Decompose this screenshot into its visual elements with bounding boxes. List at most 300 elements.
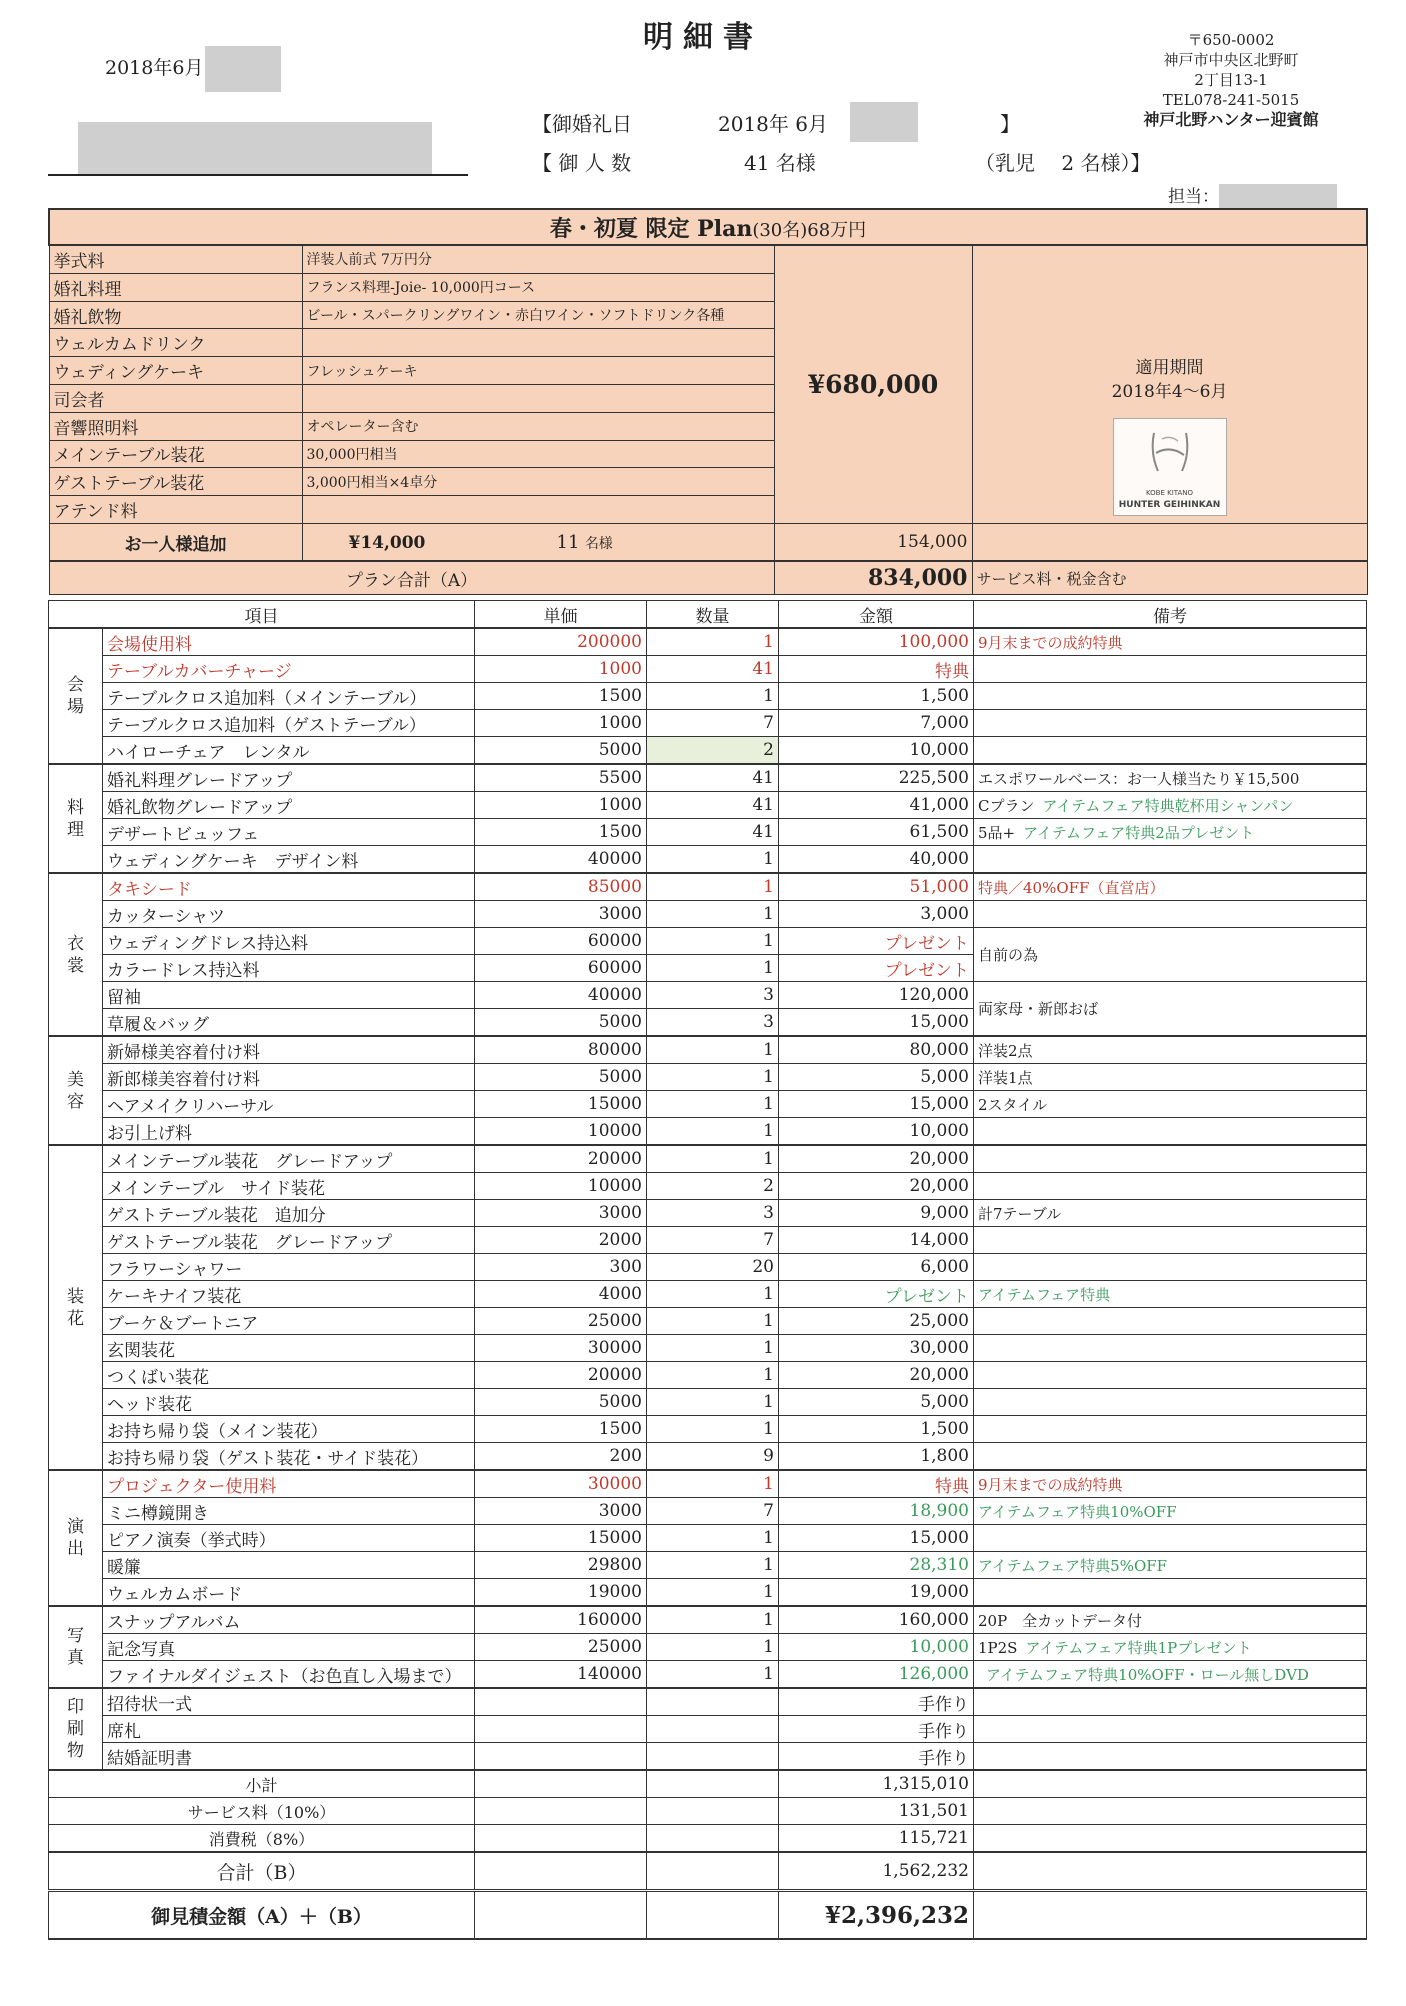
detail-row [49, 1335, 1367, 1362]
consumption-tax-value: 115,721 [779, 1825, 974, 1853]
extra-guest-amount: 154,000 [774, 524, 972, 562]
plan-price: ¥680,000 [774, 245, 972, 524]
quantity: 1 [647, 628, 779, 656]
detail-row [49, 1416, 1367, 1443]
wedding-date-close: 】 [1000, 112, 1020, 136]
unit-price: 160000 [475, 1606, 647, 1634]
amount: 25,000 [779, 1308, 974, 1335]
quantity: 1 [647, 901, 779, 928]
plan-table [48, 208, 1368, 595]
detail-row [49, 1200, 1367, 1227]
quantity: 1 [647, 683, 779, 710]
staff-in-charge: 担当： [1168, 182, 1340, 209]
amount: 30,000 [779, 1335, 974, 1362]
category-name: 演出 [67, 1517, 84, 1559]
venue-name: 神戸北野ハンター迎賓館 [1143, 110, 1319, 129]
detail-row [49, 656, 1367, 683]
extra-guest-count: 11 [556, 531, 580, 553]
amount: 126,000 [779, 1661, 974, 1689]
amount: プレゼント [779, 955, 974, 982]
unit-price: 1000 [475, 792, 647, 819]
note-text: アイテムフェア特典10%OFF [978, 1502, 1177, 1521]
quantity: 1 [647, 1362, 779, 1389]
item-name: 招待状一式 [103, 1688, 475, 1716]
plan-item-value: 洋装人前式 7万円分 [302, 245, 774, 273]
blank-cell [475, 1798, 647, 1825]
service-charge-row [49, 1798, 1367, 1825]
item-name: カッターシャツ [103, 901, 475, 928]
plan-item-label: ゲストテーブル装花 [49, 468, 302, 496]
total-b-label: 合計（B） [49, 1852, 475, 1891]
row-note [974, 873, 1367, 901]
detail-row [49, 1716, 1367, 1743]
unit-price: 15000 [475, 1091, 647, 1118]
note-text: 5品+ [978, 823, 1016, 842]
quantity: 1 [647, 1145, 779, 1173]
quantity: 41 [647, 764, 779, 792]
unit-price: 60000 [475, 955, 647, 982]
quantity: 1 [647, 1335, 779, 1362]
period-label: 適用期間 [1135, 358, 1204, 378]
row-note [974, 1254, 1367, 1281]
unit-price: 300 [475, 1254, 647, 1281]
item-name: つくばい装花 [103, 1362, 475, 1389]
quantity: 20 [647, 1254, 779, 1281]
row-note [974, 1036, 1367, 1064]
amount: 20,000 [779, 1145, 974, 1173]
item-name: ウェディングドレス持込料 [103, 928, 475, 955]
quantity: 1 [647, 1308, 779, 1335]
blank-cell [974, 1825, 1367, 1853]
detail-row [49, 1579, 1367, 1607]
unit-price: 40000 [475, 846, 647, 874]
unit-price: 3000 [475, 1498, 647, 1525]
item-name: 暖簾 [103, 1552, 475, 1579]
note-text: エスポワールベース：お一人様当たり￥15,500 [978, 769, 1300, 788]
plan-item-label: ウェルカムドリンク [49, 329, 302, 357]
plan-item-value: フランス料理-Joie- 10,000円コース [302, 273, 774, 301]
address-line-2: 2丁目13-1 [1194, 71, 1268, 89]
row-note [974, 1362, 1367, 1389]
item-name: メインテーブル装花 グレードアップ [103, 1145, 475, 1173]
blank-cell [647, 1798, 779, 1825]
note-text: 計7テーブル [978, 1204, 1062, 1223]
quantity: 1 [647, 1661, 779, 1689]
amount: 20,000 [779, 1362, 974, 1389]
row-note [974, 1173, 1367, 1200]
detail-row [49, 901, 1367, 928]
note-text: アイテムフェア特典 [978, 1285, 1111, 1304]
item-name: 新郎様美容着付け料 [103, 1064, 475, 1091]
detail-row [49, 1634, 1367, 1661]
row-note [974, 1579, 1367, 1607]
note-text: 特典／40%OFF（直営店） [978, 878, 1165, 897]
detail-row [49, 1091, 1367, 1118]
detail-row [49, 683, 1367, 710]
total-b-row [49, 1852, 1367, 1891]
amount: 10,000 [779, 1634, 974, 1661]
note-text: 20P 全カットデータ付 [978, 1611, 1143, 1630]
row-note [974, 1470, 1367, 1498]
detail-row [49, 737, 1367, 765]
detail-row [49, 1552, 1367, 1579]
quantity: 1 [647, 1552, 779, 1579]
row-note [974, 1661, 1367, 1689]
plan-item-label: 音響照明料 [49, 412, 302, 440]
item-name: 記念写真 [103, 1634, 475, 1661]
quantity: 2 [647, 737, 779, 765]
category-label [49, 1606, 103, 1688]
quantity: 1 [647, 846, 779, 874]
row-note [974, 1443, 1367, 1471]
item-name: タキシード [103, 873, 475, 901]
detail-row [49, 1145, 1367, 1173]
detail-table [48, 600, 1367, 1940]
row-note [974, 1145, 1367, 1173]
blank-cell [475, 1770, 647, 1798]
item-name: お引上げ料 [103, 1118, 475, 1146]
blank-cell [647, 1852, 779, 1891]
amount: 6,000 [779, 1254, 974, 1281]
row-note [974, 1552, 1367, 1579]
item-name: 婚礼飲物グレードアップ [103, 792, 475, 819]
amount: 特典 [779, 1470, 974, 1498]
plan-item-label: 挙式料 [49, 245, 302, 273]
row-note [974, 764, 1367, 792]
quantity: 1 [647, 1579, 779, 1607]
detail-row [49, 819, 1367, 846]
header-unit-price: 単価 [475, 601, 647, 629]
plan-total-label: プラン合計（A） [49, 561, 774, 595]
detail-row [49, 764, 1367, 792]
grand-total-row [49, 1891, 1367, 1940]
amount: 手作り [779, 1716, 974, 1743]
detail-row [49, 792, 1367, 819]
plan-item-value: ビール・スパークリングワイン・赤白ワイン・ソフトドリンク各種 [302, 301, 774, 329]
amount: 1,800 [779, 1443, 974, 1471]
unit-price: 3000 [475, 1200, 647, 1227]
category-name: 写真 [67, 1626, 84, 1668]
detail-row [49, 1498, 1367, 1525]
redacted-day [205, 46, 281, 92]
category-label [49, 1145, 103, 1470]
note-text: アイテムフェア特典5%OFF [978, 1556, 1168, 1575]
subtotal-value: 1,315,010 [779, 1770, 974, 1798]
item-name: ケーキナイフ装花 [103, 1281, 475, 1308]
blank-cell [974, 1852, 1367, 1891]
quantity: 1 [647, 955, 779, 982]
quantity: 1 [647, 1606, 779, 1634]
amount: 3,000 [779, 901, 974, 928]
amount: 15,000 [779, 1009, 974, 1037]
amount: 10,000 [779, 1118, 974, 1146]
detail-row [49, 1525, 1367, 1552]
item-name: ヘアメイクリハーサル [103, 1091, 475, 1118]
item-name: ブーケ＆ブートニア [103, 1308, 475, 1335]
note-benefit-text: アイテムフェア特典10%OFF・ロール無しDVD [986, 1665, 1309, 1684]
unit-price: 2000 [475, 1227, 647, 1254]
header-notes: 備考 [974, 601, 1367, 629]
item-name: ゲストテーブル装花 グレードアップ [103, 1227, 475, 1254]
issue-date: 2018年6月 [105, 46, 281, 92]
detail-row [49, 1443, 1367, 1471]
header-amount: 金額 [779, 601, 974, 629]
detail-row [49, 1281, 1367, 1308]
extra-guest-count-unit: 名様 [584, 535, 613, 552]
item-name: 婚礼料理グレードアップ [103, 764, 475, 792]
plan-item-label: 婚礼料理 [49, 273, 302, 301]
amount: 15,000 [779, 1525, 974, 1552]
row-note [974, 737, 1367, 765]
detail-row [49, 982, 1367, 1009]
row-note [974, 1498, 1367, 1525]
plan-item-label: メインテーブル装花 [49, 440, 302, 468]
item-name: フラワーシャワー [103, 1254, 475, 1281]
unit-price: 80000 [475, 1036, 647, 1064]
category-name: 印刷物 [67, 1697, 84, 1761]
note-text: 1P2S [978, 1638, 1018, 1657]
recipient-name-line [48, 132, 468, 176]
unit-price: 1500 [475, 683, 647, 710]
extra-guest-blank [972, 524, 1367, 562]
grand-total-value: ¥2,396,232 [779, 1891, 974, 1940]
wedding-date-label: 【御婚礼日 [532, 112, 632, 136]
amount: 41,000 [779, 792, 974, 819]
amount: 120,000 [779, 982, 974, 1009]
unit-price: 3000 [475, 901, 647, 928]
note-text: 9月末までの成約特典 [978, 633, 1123, 652]
item-name: ウェディングケーキ デザイン料 [103, 846, 475, 874]
note-benefit-text: アイテムフェア特典2品プレゼント [1023, 823, 1255, 842]
period-value: 2018年4～6月 [1111, 382, 1228, 402]
detail-row [49, 1036, 1367, 1064]
quantity: 7 [647, 1227, 779, 1254]
item-name: 草履＆バッグ [103, 1009, 475, 1037]
detail-row [49, 1362, 1367, 1389]
category-name: 料理 [67, 797, 84, 840]
item-name: ウェルカムボード [103, 1579, 475, 1607]
blank-cell [974, 1798, 1367, 1825]
detail-row [49, 1470, 1367, 1498]
detail-row [49, 928, 1367, 955]
category-name: 美容 [67, 1069, 84, 1112]
category-label [49, 628, 103, 764]
detail-row [49, 1606, 1367, 1634]
plan-item-value [302, 329, 774, 357]
row-note [974, 683, 1367, 710]
plan-item-value: 30,000円相当 [302, 440, 774, 468]
item-name: テーブルクロス追加料（メインテーブル） [103, 683, 475, 710]
item-name: 席札 [103, 1716, 475, 1743]
amount: 51,000 [779, 873, 974, 901]
amount: 18,900 [779, 1498, 974, 1525]
detail-row [49, 1254, 1367, 1281]
quantity: 41 [647, 792, 779, 819]
amount: 15,000 [779, 1091, 974, 1118]
quantity: 1 [647, 1634, 779, 1661]
row-note [974, 1308, 1367, 1335]
unit-price: 5000 [475, 1009, 647, 1037]
quantity: 3 [647, 982, 779, 1009]
category-label [49, 1036, 103, 1145]
blank-cell [475, 1825, 647, 1853]
extra-guest-unit-price: ¥14,000 [348, 532, 426, 553]
consumption-tax-row [49, 1825, 1367, 1853]
note-text: 洋装1点 [978, 1068, 1033, 1087]
plan-item-value: フレッシュケーキ [302, 357, 774, 385]
amount: 160,000 [779, 1606, 974, 1634]
blank-cell [647, 1770, 779, 1798]
plan-title: 春・初夏 限定 Plan(30名)68万円 [49, 209, 1367, 245]
unit-price: 1500 [475, 819, 647, 846]
row-note [974, 819, 1367, 846]
header-item: 項目 [49, 601, 475, 629]
unit-price: 1000 [475, 710, 647, 737]
category-label [49, 764, 103, 873]
detail-row [49, 1661, 1367, 1689]
quantity: 3 [647, 1009, 779, 1037]
quantity: 1 [647, 1091, 779, 1118]
item-name: テーブルカバーチャージ [103, 656, 475, 683]
row-note [974, 1281, 1367, 1308]
amount: 100,000 [779, 628, 974, 656]
unit-price: 25000 [475, 1634, 647, 1661]
detail-row [49, 873, 1367, 901]
unit-price: 85000 [475, 873, 647, 901]
amount: 20,000 [779, 1173, 974, 1200]
unit-price: 140000 [475, 1661, 647, 1689]
logo-name: HUNTER GEIHINKAN [1118, 500, 1221, 510]
detail-row [49, 1743, 1367, 1771]
item-name: ハイローチェア レンタル [103, 737, 475, 765]
row-note [974, 792, 1367, 819]
header-quantity: 数量 [647, 601, 779, 629]
note-text: 両家母・新郎おば [978, 1000, 1099, 1018]
detail-header-row [49, 601, 1367, 629]
row-note [974, 1118, 1367, 1146]
item-name: 留袖 [103, 982, 475, 1009]
row-note [974, 656, 1367, 683]
row-note [974, 928, 1367, 982]
quantity: 1 [647, 1064, 779, 1091]
unit-price: 10000 [475, 1118, 647, 1146]
unit-price: 30000 [475, 1335, 647, 1362]
item-name: ピアノ演奏（挙式時） [103, 1525, 475, 1552]
row-note [974, 1200, 1367, 1227]
blank-cell [475, 1852, 647, 1891]
amount: 225,500 [779, 764, 974, 792]
amount: 14,000 [779, 1227, 974, 1254]
blank-cell [974, 1891, 1367, 1940]
note-benefit-text: アイテムフェア特典1Pプレゼント [1025, 1638, 1252, 1657]
plan-item-label: アテンド料 [49, 496, 302, 524]
quantity: 41 [647, 819, 779, 846]
detail-row [49, 1308, 1367, 1335]
extra-guest-label: お一人様追加 [49, 524, 302, 562]
amount: 9,000 [779, 1200, 974, 1227]
unit-price: 4000 [475, 1281, 647, 1308]
item-name: ミニ樽鏡開き [103, 1498, 475, 1525]
row-note [974, 846, 1367, 874]
item-name: お持ち帰り袋（メイン装花） [103, 1416, 475, 1443]
amount: 80,000 [779, 1036, 974, 1064]
unit-price: 5500 [475, 764, 647, 792]
quantity: 1 [647, 1389, 779, 1416]
amount: 手作り [779, 1743, 974, 1771]
blank-cell [647, 1825, 779, 1853]
item-name: 結婚証明書 [103, 1743, 475, 1771]
quantity: 1 [647, 873, 779, 901]
document-title: 明細書 [643, 20, 763, 55]
unit-price: 15000 [475, 1525, 647, 1552]
unit-price: 200 [475, 1443, 647, 1471]
quantity: 1 [647, 1416, 779, 1443]
row-note [974, 982, 1367, 1037]
blank-cell [647, 1891, 779, 1940]
quantity [647, 1716, 779, 1743]
row-note [974, 901, 1367, 928]
quantity [647, 1688, 779, 1716]
row-note [974, 628, 1367, 656]
category-label [49, 1470, 103, 1606]
unit-price: 20000 [475, 1362, 647, 1389]
category-name: 衣裳 [67, 933, 84, 976]
unit-price [475, 1743, 647, 1771]
detail-row [49, 1389, 1367, 1416]
item-name: お持ち帰り袋（ゲスト装花・サイド装花） [103, 1443, 475, 1471]
address-line-1: 神戸市中央区北野町 [1163, 51, 1299, 69]
item-name: テーブルクロス追加料（ゲストテーブル） [103, 710, 475, 737]
detail-row [49, 710, 1367, 737]
logo-small-text: KOBE KITANO [1145, 489, 1194, 497]
quantity: 1 [647, 928, 779, 955]
unit-price: 1000 [475, 656, 647, 683]
row-note [974, 1606, 1367, 1634]
plan-item-label: 司会者 [49, 385, 302, 413]
hunter-logo-icon [1140, 427, 1200, 477]
extra-guest-detail [302, 524, 774, 562]
item-name: ヘッド装花 [103, 1389, 475, 1416]
plan-total-note: サービス料・税金含む [972, 561, 1367, 595]
guests-label: 【 御 人 数 [532, 151, 632, 175]
row-note [974, 1525, 1367, 1552]
detail-body [49, 601, 1367, 1940]
postal-code: 〒650-0002 [1187, 31, 1275, 49]
amount: 40,000 [779, 846, 974, 874]
unit-price: 5000 [475, 737, 647, 765]
amount: 7,000 [779, 710, 974, 737]
amount: プレゼント [779, 1281, 974, 1308]
row-note [974, 710, 1367, 737]
unit-price: 20000 [475, 1145, 647, 1173]
category-label [49, 873, 103, 1036]
item-name: 会場使用料 [103, 628, 475, 656]
redacted-recipient [78, 122, 432, 174]
amount: 1,500 [779, 683, 974, 710]
note-text: Cプラン [978, 796, 1035, 815]
category-name: 会場 [67, 675, 84, 717]
item-name: メインテーブル サイド装花 [103, 1173, 475, 1200]
note-text: 自前の為 [978, 946, 1039, 964]
row-note [974, 1227, 1367, 1254]
row-note [974, 1688, 1367, 1716]
quantity: 1 [647, 1118, 779, 1146]
detail-row [49, 846, 1367, 874]
quantity: 1 [647, 1281, 779, 1308]
plan-item-label: ウェディングケーキ [49, 357, 302, 385]
detail-row [49, 1173, 1367, 1200]
subtotal-label: 小計 [49, 1770, 475, 1798]
